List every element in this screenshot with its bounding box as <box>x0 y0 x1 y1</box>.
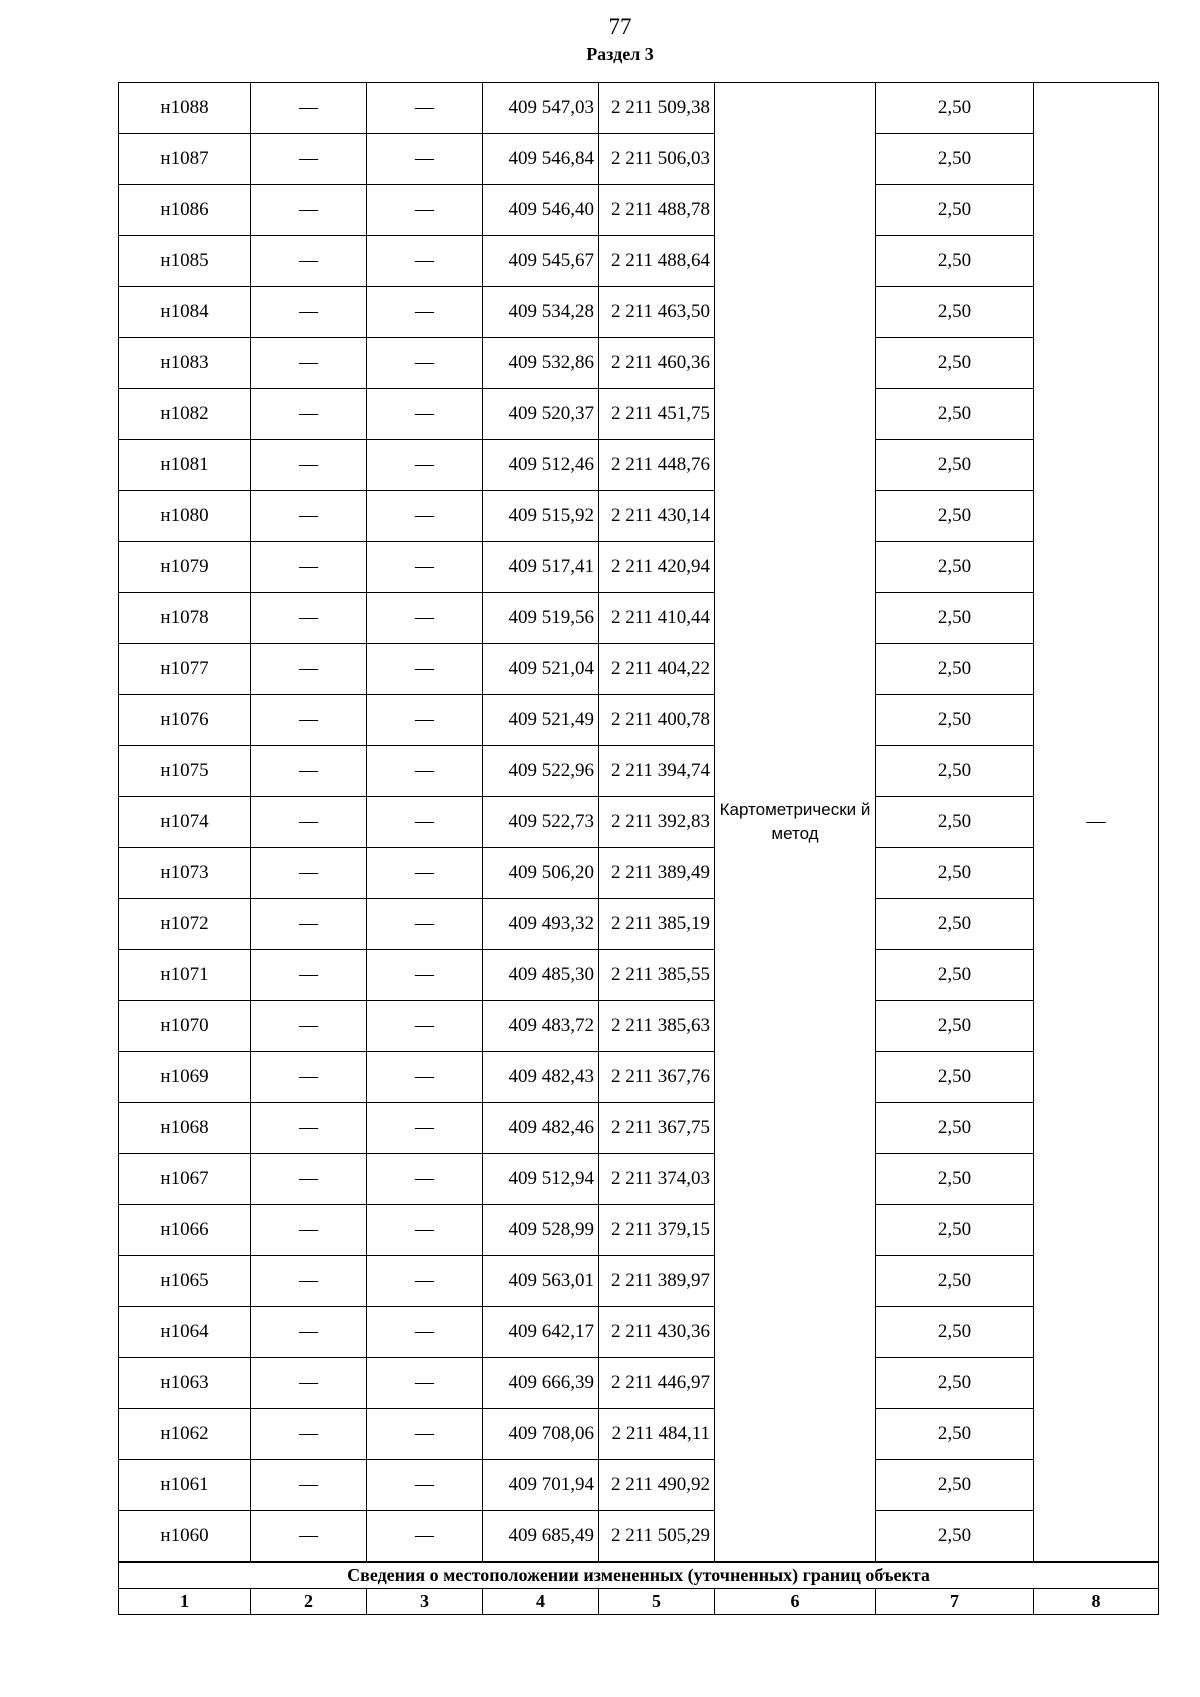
table-row <box>119 797 1159 848</box>
x-coordinate-cell: 409 708,06 <box>483 1409 599 1460</box>
dash-cell: — <box>367 1001 483 1052</box>
point-cell: н1072 <box>119 899 251 950</box>
x-coordinate-cell: 409 545,67 <box>483 236 599 287</box>
dash-cell: — <box>367 389 483 440</box>
point-cell: н1075 <box>119 746 251 797</box>
point-cell: н1062 <box>119 1409 251 1460</box>
table-row <box>119 1409 1159 1460</box>
dash-cell: — <box>251 695 367 746</box>
column-number: 2 <box>251 1589 367 1615</box>
dash-cell: — <box>251 1052 367 1103</box>
dash-cell: — <box>367 1103 483 1154</box>
y-coordinate-cell: 2 211 394,74 <box>599 746 715 797</box>
y-coordinate-cell: 2 211 367,75 <box>599 1103 715 1154</box>
point-cell: н1065 <box>119 1256 251 1307</box>
x-coordinate-cell: 409 482,43 <box>483 1052 599 1103</box>
dash-cell: — <box>251 1103 367 1154</box>
dash-cell: — <box>367 287 483 338</box>
dash-cell: — <box>251 1154 367 1205</box>
table-row <box>119 185 1159 236</box>
table-row <box>119 1307 1159 1358</box>
dash-cell: — <box>367 593 483 644</box>
x-coordinate-cell: 409 512,94 <box>483 1154 599 1205</box>
point-cell: н1086 <box>119 185 251 236</box>
table-row <box>119 389 1159 440</box>
column-number: 4 <box>483 1589 599 1615</box>
accuracy-cell: 2,50 <box>876 644 1034 695</box>
dash-cell: — <box>251 83 367 134</box>
accuracy-cell: 2,50 <box>876 134 1034 185</box>
table-row <box>119 134 1159 185</box>
y-coordinate-cell: 2 211 420,94 <box>599 542 715 593</box>
column-number: 3 <box>367 1589 483 1615</box>
y-coordinate-cell: 2 211 410,44 <box>599 593 715 644</box>
y-coordinate-cell: 2 211 379,15 <box>599 1205 715 1256</box>
x-coordinate-cell: 409 506,20 <box>483 848 599 899</box>
dash-cell: — <box>367 848 483 899</box>
dash-cell: — <box>251 1409 367 1460</box>
table-row <box>119 1511 1159 1563</box>
x-coordinate-cell: 409 701,94 <box>483 1460 599 1511</box>
accuracy-cell: 2,50 <box>876 899 1034 950</box>
x-coordinate-cell: 409 547,03 <box>483 83 599 134</box>
dash-cell: — <box>367 1358 483 1409</box>
accuracy-cell: 2,50 <box>876 1358 1034 1409</box>
table-row <box>119 287 1159 338</box>
y-coordinate-cell: 2 211 389,97 <box>599 1256 715 1307</box>
y-coordinate-cell: 2 211 460,36 <box>599 338 715 389</box>
x-coordinate-cell: 409 483,72 <box>483 1001 599 1052</box>
x-coordinate-cell: 409 493,32 <box>483 899 599 950</box>
y-coordinate-cell: 2 211 392,83 <box>599 797 715 848</box>
dash-cell: — <box>367 746 483 797</box>
accuracy-cell: 2,50 <box>876 185 1034 236</box>
accuracy-cell: 2,50 <box>876 695 1034 746</box>
y-coordinate-cell: 2 211 463,50 <box>599 287 715 338</box>
point-cell: н1061 <box>119 1460 251 1511</box>
point-cell: н1078 <box>119 593 251 644</box>
dash-cell: — <box>251 1460 367 1511</box>
x-coordinate-cell: 409 482,46 <box>483 1103 599 1154</box>
column-number: 1 <box>119 1589 251 1615</box>
x-coordinate-cell: 409 642,17 <box>483 1307 599 1358</box>
x-coordinate-cell: 409 512,46 <box>483 440 599 491</box>
accuracy-cell: 2,50 <box>876 491 1034 542</box>
x-coordinate-cell: 409 520,37 <box>483 389 599 440</box>
table-row <box>119 1052 1159 1103</box>
table-row <box>119 644 1159 695</box>
accuracy-cell: 2,50 <box>876 1154 1034 1205</box>
table-row <box>119 440 1159 491</box>
point-cell: н1068 <box>119 1103 251 1154</box>
dash-cell: — <box>367 440 483 491</box>
table-row <box>119 1103 1159 1154</box>
y-coordinate-cell: 2 211 430,36 <box>599 1307 715 1358</box>
dash-cell: — <box>251 1307 367 1358</box>
point-cell: н1074 <box>119 797 251 848</box>
accuracy-cell: 2,50 <box>876 950 1034 1001</box>
dash-cell: — <box>367 83 483 134</box>
y-coordinate-cell: 2 211 385,19 <box>599 899 715 950</box>
point-cell: н1064 <box>119 1307 251 1358</box>
point-cell: н1083 <box>119 338 251 389</box>
y-coordinate-cell: 2 211 488,78 <box>599 185 715 236</box>
accuracy-cell: 2,50 <box>876 338 1034 389</box>
point-cell: н1085 <box>119 236 251 287</box>
table-row <box>119 338 1159 389</box>
x-coordinate-cell: 409 666,39 <box>483 1358 599 1409</box>
table-row <box>119 1256 1159 1307</box>
dash-cell: — <box>251 236 367 287</box>
point-cell: н1071 <box>119 950 251 1001</box>
accuracy-cell: 2,50 <box>876 1409 1034 1460</box>
column-number: 5 <box>599 1589 715 1615</box>
dash-cell: — <box>251 644 367 695</box>
table-row <box>119 236 1159 287</box>
accuracy-cell: 2,50 <box>876 1103 1034 1154</box>
table-row <box>119 1001 1159 1052</box>
y-coordinate-cell: 2 211 389,49 <box>599 848 715 899</box>
table-row <box>119 1358 1159 1409</box>
y-coordinate-cell: 2 211 448,76 <box>599 440 715 491</box>
point-cell: н1084 <box>119 287 251 338</box>
accuracy-cell: 2,50 <box>876 848 1034 899</box>
point-cell: н1081 <box>119 440 251 491</box>
y-coordinate-cell: 2 211 509,38 <box>599 83 715 134</box>
dash-cell: — <box>251 950 367 1001</box>
x-coordinate-cell: 409 563,01 <box>483 1256 599 1307</box>
y-coordinate-cell: 2 211 506,03 <box>599 134 715 185</box>
y-coordinate-cell: 2 211 488,64 <box>599 236 715 287</box>
point-cell: н1080 <box>119 491 251 542</box>
y-coordinate-cell: 2 211 446,97 <box>599 1358 715 1409</box>
table-row <box>119 950 1159 1001</box>
dash-cell: — <box>367 185 483 236</box>
dash-cell: — <box>251 1358 367 1409</box>
point-cell: н1060 <box>119 1511 251 1563</box>
table-row <box>119 695 1159 746</box>
x-coordinate-cell: 409 522,96 <box>483 746 599 797</box>
column-number: 6 <box>715 1589 876 1615</box>
x-coordinate-cell: 409 485,30 <box>483 950 599 1001</box>
dash-cell: — <box>251 491 367 542</box>
table-row <box>119 1205 1159 1256</box>
dash-cell: — <box>367 695 483 746</box>
dash-cell: — <box>251 338 367 389</box>
dash-cell: — <box>251 848 367 899</box>
table-row <box>119 899 1159 950</box>
y-coordinate-cell: 2 211 400,78 <box>599 695 715 746</box>
x-coordinate-cell: 409 517,41 <box>483 542 599 593</box>
accuracy-cell: 2,50 <box>876 236 1034 287</box>
accuracy-cell: 2,50 <box>876 746 1034 797</box>
dash-cell: — <box>367 1460 483 1511</box>
accuracy-cell: 2,50 <box>876 1052 1034 1103</box>
column-numbers-row <box>119 1589 1159 1615</box>
accuracy-cell: 2,50 <box>876 1307 1034 1358</box>
point-cell: н1082 <box>119 389 251 440</box>
dash-cell: — <box>367 542 483 593</box>
point-cell: н1076 <box>119 695 251 746</box>
dash-cell: — <box>251 1001 367 1052</box>
coordinates-table <box>118 82 1159 1615</box>
dash-cell: — <box>367 338 483 389</box>
dash-cell: — <box>367 1511 483 1563</box>
x-coordinate-cell: 409 519,56 <box>483 593 599 644</box>
table-row <box>119 1460 1159 1511</box>
point-cell: н1077 <box>119 644 251 695</box>
dash-cell: — <box>367 491 483 542</box>
accuracy-cell: 2,50 <box>876 797 1034 848</box>
point-cell: н1073 <box>119 848 251 899</box>
dash-cell: — <box>251 593 367 644</box>
x-coordinate-cell: 409 534,28 <box>483 287 599 338</box>
dash-cell: — <box>367 1154 483 1205</box>
caption-row <box>119 1562 1159 1589</box>
dash-cell: — <box>367 236 483 287</box>
point-cell: н1070 <box>119 1001 251 1052</box>
x-coordinate-cell: 409 522,73 <box>483 797 599 848</box>
accuracy-cell: 2,50 <box>876 389 1034 440</box>
accuracy-cell: 2,50 <box>876 1205 1034 1256</box>
accuracy-cell: 2,50 <box>876 593 1034 644</box>
y-coordinate-cell: 2 211 490,92 <box>599 1460 715 1511</box>
y-coordinate-cell: 2 211 484,11 <box>599 1409 715 1460</box>
dash-cell: — <box>367 1409 483 1460</box>
point-cell: н1067 <box>119 1154 251 1205</box>
x-coordinate-cell: 409 685,49 <box>483 1511 599 1563</box>
dash-cell: — <box>367 1052 483 1103</box>
accuracy-cell: 2,50 <box>876 83 1034 134</box>
dash-cell: — <box>367 1256 483 1307</box>
column-number: 8 <box>1034 1589 1159 1615</box>
point-cell: н1066 <box>119 1205 251 1256</box>
dash-cell: — <box>251 542 367 593</box>
dash-cell: — <box>251 134 367 185</box>
dash-cell: — <box>367 134 483 185</box>
dash-cell: — <box>367 899 483 950</box>
column-number: 7 <box>876 1589 1034 1615</box>
table-row <box>119 542 1159 593</box>
x-coordinate-cell: 409 521,04 <box>483 644 599 695</box>
point-cell: н1063 <box>119 1358 251 1409</box>
x-coordinate-cell: 409 521,49 <box>483 695 599 746</box>
x-coordinate-cell: 409 546,40 <box>483 185 599 236</box>
dash-cell: — <box>251 746 367 797</box>
point-cell: н1079 <box>119 542 251 593</box>
y-coordinate-cell: 2 211 374,03 <box>599 1154 715 1205</box>
x-coordinate-cell: 409 532,86 <box>483 338 599 389</box>
accuracy-cell: 2,50 <box>876 542 1034 593</box>
dash-cell: — <box>367 1307 483 1358</box>
accuracy-cell: 2,50 <box>876 440 1034 491</box>
y-coordinate-cell: 2 211 404,22 <box>599 644 715 695</box>
y-coordinate-cell: 2 211 430,14 <box>599 491 715 542</box>
table-row <box>119 746 1159 797</box>
y-coordinate-cell: 2 211 451,75 <box>599 389 715 440</box>
section-title: Раздел 3 <box>586 44 654 64</box>
dash-cell: — <box>251 1205 367 1256</box>
point-cell: н1087 <box>119 134 251 185</box>
accuracy-cell: 2,50 <box>876 287 1034 338</box>
table-row <box>119 491 1159 542</box>
dash-cell: — <box>251 899 367 950</box>
y-coordinate-cell: 2 211 367,76 <box>599 1052 715 1103</box>
x-coordinate-cell: 409 546,84 <box>483 134 599 185</box>
accuracy-cell: 2,50 <box>876 1256 1034 1307</box>
y-coordinate-cell: 2 211 505,29 <box>599 1511 715 1563</box>
table-row <box>119 848 1159 899</box>
x-coordinate-cell: 409 528,99 <box>483 1205 599 1256</box>
point-cell: н1088 <box>119 83 251 134</box>
dash-cell: — <box>251 797 367 848</box>
method-cell: Картометрически й метод <box>715 83 876 1563</box>
table-body <box>119 83 1159 1615</box>
x-coordinate-cell: 409 515,92 <box>483 491 599 542</box>
dash-cell: — <box>367 644 483 695</box>
dash-cell: — <box>251 1256 367 1307</box>
page-number: 77 <box>608 14 632 39</box>
y-coordinate-cell: 2 211 385,55 <box>599 950 715 1001</box>
dash-cell: — <box>251 185 367 236</box>
dash-cell: — <box>251 1511 367 1563</box>
table-caption: Сведения о местоположении измененных (уточненных) границ объекта <box>119 1562 1159 1589</box>
note-cell: — <box>1034 83 1159 1563</box>
table-row <box>119 83 1159 134</box>
accuracy-cell: 2,50 <box>876 1460 1034 1511</box>
point-cell: н1069 <box>119 1052 251 1103</box>
table-row <box>119 1154 1159 1205</box>
dash-cell: — <box>251 389 367 440</box>
table-row <box>119 593 1159 644</box>
dash-cell: — <box>367 950 483 1001</box>
dash-cell: — <box>251 440 367 491</box>
dash-cell: — <box>367 1205 483 1256</box>
y-coordinate-cell: 2 211 385,63 <box>599 1001 715 1052</box>
dash-cell: — <box>251 287 367 338</box>
accuracy-cell: 2,50 <box>876 1511 1034 1563</box>
accuracy-cell: 2,50 <box>876 1001 1034 1052</box>
dash-cell: — <box>367 797 483 848</box>
